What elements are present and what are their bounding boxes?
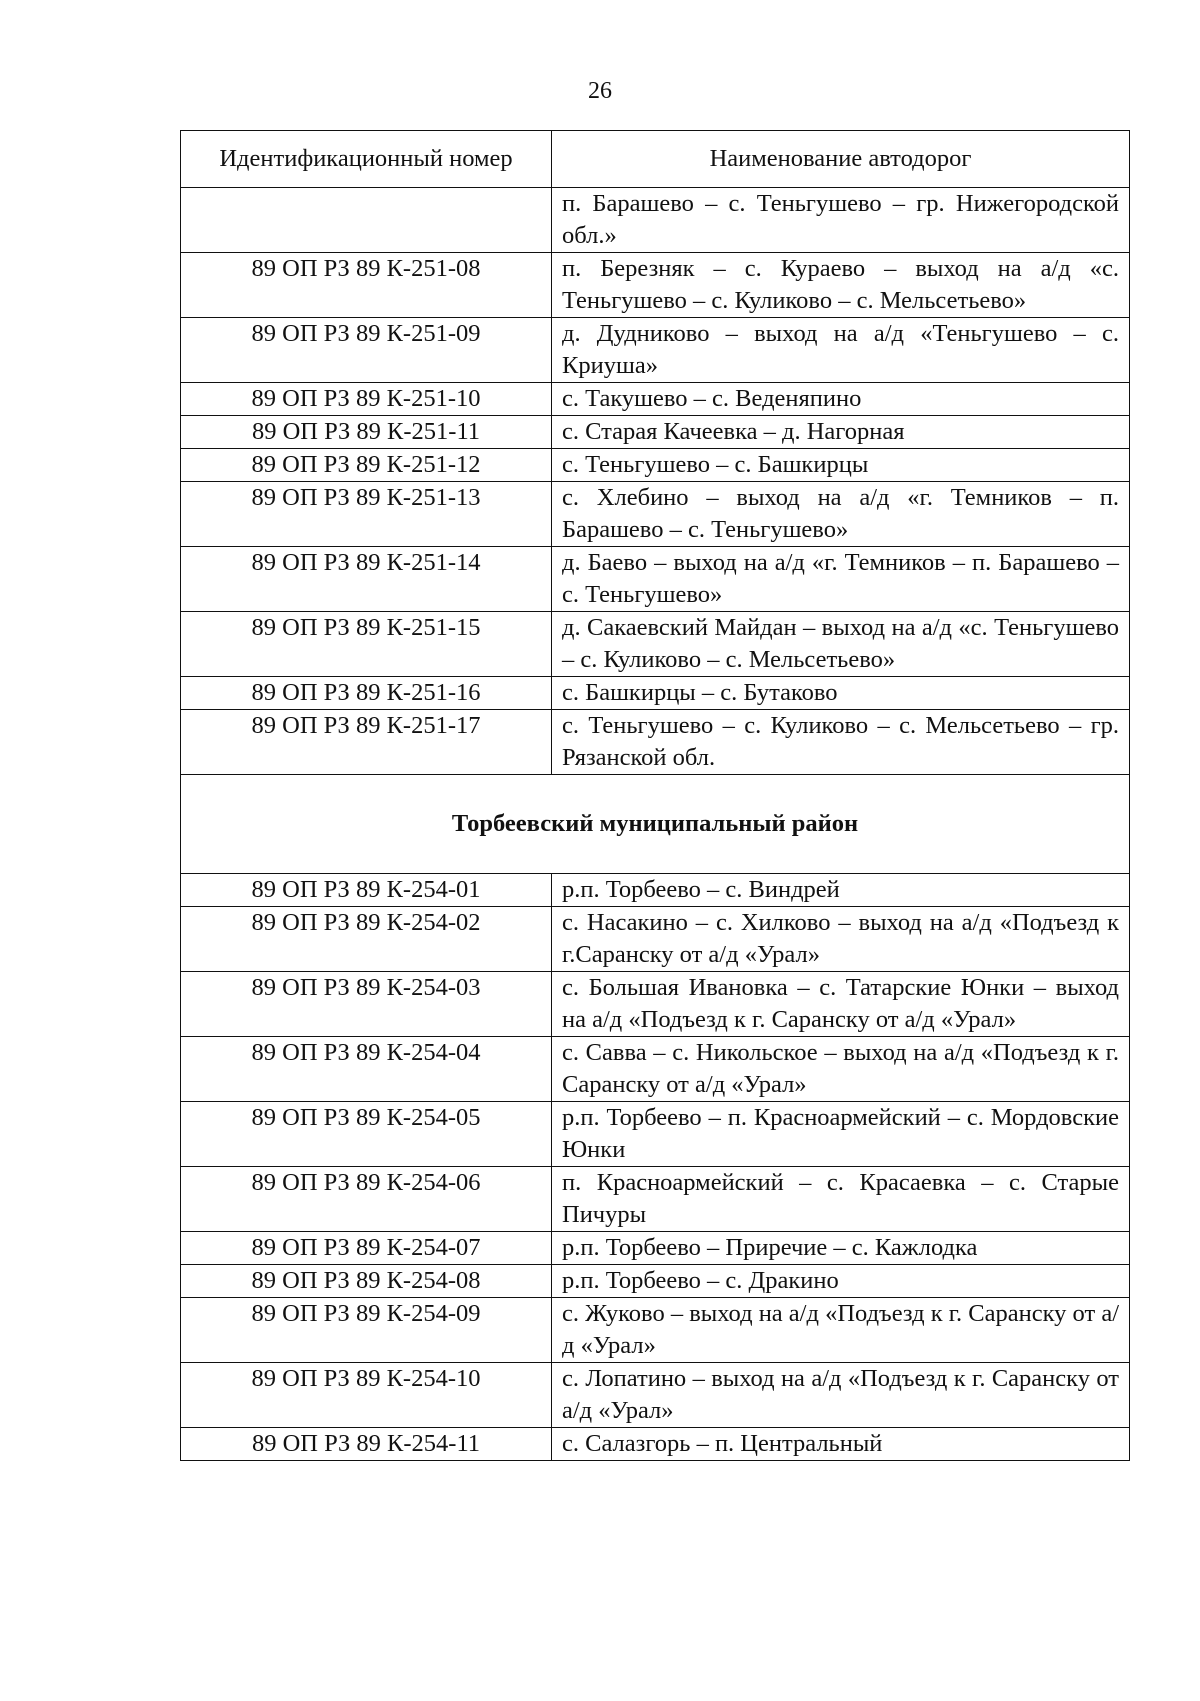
road-id [181,188,552,253]
table-header-row [181,131,1130,188]
table-row [181,1167,1130,1232]
section-row [181,775,1130,874]
table-row [181,1037,1130,1102]
table-row [181,482,1130,547]
road-name: д. Дудниково – выход на а/д «Теньгушево – с. Криуша» [552,318,1130,383]
road-name: с. Старая Качеевка – д. Нагорная [552,416,1130,449]
road-id: 89 ОП РЗ 89 К-254-03 [181,972,552,1037]
road-id: 89 ОП РЗ 89 К-251-13 [181,482,552,547]
road-id: 89 ОП РЗ 89 К-254-05 [181,1102,552,1167]
road-name: р.п. Торбеево – с. Дракино [552,1265,1130,1298]
road-id: 89 ОП РЗ 89 К-251-15 [181,612,552,677]
road-id: 89 ОП РЗ 89 К-254-11 [181,1428,552,1461]
road-name: р.п. Торбеево – Приречие – с. Кажлодка [552,1232,1130,1265]
road-id: 89 ОП РЗ 89 К-254-06 [181,1167,552,1232]
table-row [181,547,1130,612]
road-id: 89 ОП РЗ 89 К-251-17 [181,710,552,775]
table-row [181,449,1130,482]
table-row [181,907,1130,972]
road-id: 89 ОП РЗ 89 К-254-10 [181,1363,552,1428]
road-id: 89 ОП РЗ 89 К-251-12 [181,449,552,482]
road-id: 89 ОП РЗ 89 К-254-04 [181,1037,552,1102]
road-id: 89 ОП РЗ 89 К-254-01 [181,874,552,907]
road-id: 89 ОП РЗ 89 К-254-02 [181,907,552,972]
road-name: с. Большая Ивановка – с. Татарские Юнки – выход на а/д «Подъезд к г. Саранску от а/д «Урал» [552,972,1130,1037]
road-name: с. Лопатино – выход на а/д «Подъезд к г. Саранску от а/д «Урал» [552,1363,1130,1428]
road-id: 89 ОП РЗ 89 К-251-09 [181,318,552,383]
road-name: р.п. Торбеево – п. Красноармейский – с. Мордовские Юнки [552,1102,1130,1167]
table-row [181,1265,1130,1298]
table-row [181,188,1130,253]
road-name: с. Насакино – с. Хилково – выход на а/д «Подъезд к г.Саранску от а/д «Урал» [552,907,1130,972]
road-id: 89 ОП РЗ 89 К-251-10 [181,383,552,416]
table-row [181,318,1130,383]
header-name: Наименование автодорог [552,131,1130,188]
road-id: 89 ОП РЗ 89 К-251-11 [181,416,552,449]
road-name: с. Теньгушево – с. Башкирцы [552,449,1130,482]
road-id: 89 ОП РЗ 89 К-254-08 [181,1265,552,1298]
road-name: с. Теньгушево – с. Куликово – с. Мельсетьево – гр. Рязанской обл. [552,710,1130,775]
rows-group-b [181,874,1130,1461]
table-row [181,253,1130,318]
road-name: с. Салазгорь – п. Центральный [552,1428,1130,1461]
table-row [181,1232,1130,1265]
road-name: с. Такушево – с. Веденяпино [552,383,1130,416]
road-name: д. Сакаевский Майдан – выход на а/д «с. Теньгушево – с. Куликово – с. Мельсетьево» [552,612,1130,677]
rows-group-a [181,188,1130,775]
table-row [181,1363,1130,1428]
road-id: 89 ОП РЗ 89 К-254-09 [181,1298,552,1363]
road-name: п. Красноармейский – с. Красаевка – с. Старые Пичуры [552,1167,1130,1232]
table-row [181,972,1130,1037]
road-name: п. Березняк – с. Кураево – выход на а/д «с. Теньгушево – с. Куликово – с. Мельсетьево» [552,253,1130,318]
road-name: р.п. Торбеево – с. Виндрей [552,874,1130,907]
road-name: с. Савва – с. Никольское – выход на а/д «Подъезд к г. Саранску от а/д «Урал» [552,1037,1130,1102]
page-number: 26 [588,78,612,104]
section-title: Торбеевский муниципальный район [181,775,1130,874]
road-name: с. Жуково – выход на а/д «Подъезд к г. Саранску от а/д «Урал» [552,1298,1130,1363]
table-row [181,383,1130,416]
road-id: 89 ОП РЗ 89 К-251-16 [181,677,552,710]
road-id: 89 ОП РЗ 89 К-254-07 [181,1232,552,1265]
table-row [181,874,1130,907]
road-name: п. Барашево – с. Теньгушево – гр. Нижегородской обл.» [552,188,1130,253]
road-name: с. Башкирцы – с. Бутаково [552,677,1130,710]
table-row [181,416,1130,449]
road-id: 89 ОП РЗ 89 К-251-14 [181,547,552,612]
table-row [181,677,1130,710]
table-row [181,612,1130,677]
road-name: с. Хлебино – выход на а/д «г. Темников – п. Барашево – с. Теньгушево» [552,482,1130,547]
table-row [181,1102,1130,1167]
roads-table [180,130,1130,1461]
road-id: 89 ОП РЗ 89 К-251-08 [181,253,552,318]
header-id: Идентификационный номер [181,131,552,188]
table-row [181,1298,1130,1363]
table-row [181,710,1130,775]
road-name: д. Баево – выход на а/д «г. Темников – п. Барашево – с. Теньгушево» [552,547,1130,612]
table-row [181,1428,1130,1461]
